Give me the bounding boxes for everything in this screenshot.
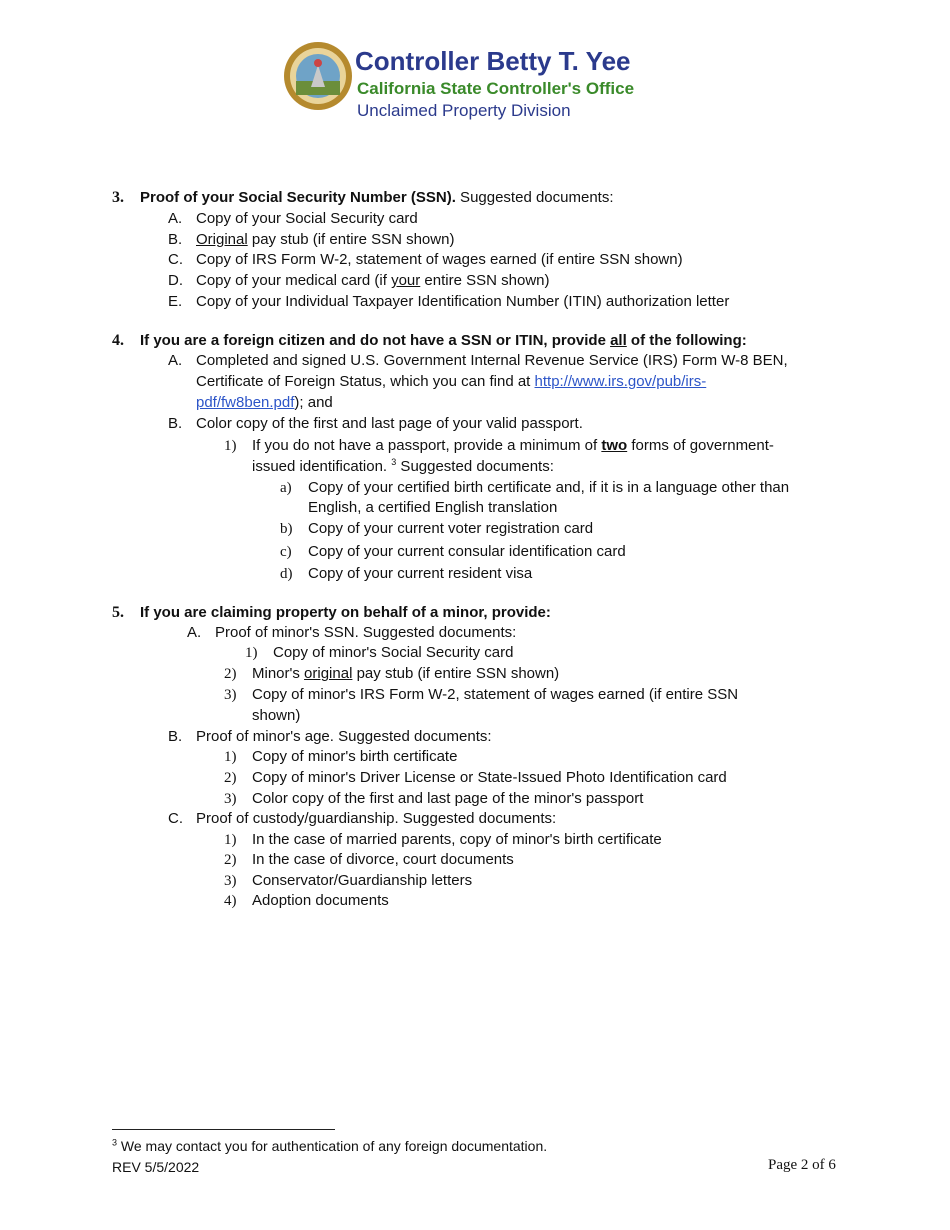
section-5-a-marker-2: 2)	[224, 666, 237, 682]
section-3-item-b: Original pay stub (if entire SSN shown)	[196, 231, 455, 248]
section-3-heading: Proof of your Social Security Number (SSN). Suggested documents:	[140, 189, 614, 206]
sub-item-a-line1: Copy of your certified birth certificate and, if it is in a language other than	[308, 479, 790, 496]
section-3-marker-e: E.	[168, 293, 183, 310]
section-5-b-item-1: Copy of minor's birth certificate	[252, 748, 458, 765]
section-4-heading: If you are a foreign citizen and do not have a SSN or ITIN, provide all of the following:	[140, 332, 747, 349]
sub-marker-d: d)	[280, 566, 293, 582]
section-5-heading: If you are claiming property on behalf of a minor, provide:	[140, 604, 551, 621]
section-5-marker-b: B.	[168, 728, 183, 745]
section-3-number: 3.	[112, 189, 124, 206]
section-5-a-item-3-line1: Copy of minor's IRS Form W-2, statement of wages earned (if entire SSN	[252, 686, 739, 703]
section-4-b-item-1-line1: If you do not have a passport, provide a minimum of two forms of government-	[252, 437, 774, 454]
section-5-a-item-2: Minor's original pay stub (if entire SSN shown)	[252, 665, 560, 682]
section-5-item-c: Proof of custody/guardianship. Suggested documents:	[196, 810, 557, 827]
section-5-c-marker-1: 1)	[224, 832, 237, 848]
section-5-item-a: Proof of minor's SSN. Suggested documents:	[215, 624, 517, 641]
section-5-c-item-2: In the case of divorce, court documents	[252, 851, 514, 868]
header-title: Controller Betty T. Yee	[355, 46, 631, 76]
section-5-c-marker-4: 4)	[224, 893, 237, 909]
section-5-b-marker-2: 2)	[224, 770, 237, 786]
section-3-item-e: Copy of your Individual Taxpayer Identification Number (ITIN) authorization letter	[196, 293, 730, 310]
section-4-item-b: Color copy of the first and last page of your valid passport.	[196, 415, 583, 432]
section-3-item-c: Copy of IRS Form W-2, statement of wages earned (if entire SSN shown)	[196, 251, 683, 268]
section-3-marker-b: B.	[168, 231, 183, 248]
section-3-item-a: Copy of your Social Security card	[196, 210, 418, 227]
section-4-item-a-line1: Completed and signed U.S. Government Internal Revenue Service (IRS) Form W-8 BEN,	[196, 352, 788, 369]
sub-marker-c: c)	[280, 544, 292, 560]
section-5-number: 5.	[112, 604, 124, 621]
section-5-a-item-1: Copy of minor's Social Security card	[273, 644, 514, 661]
section-4-item-a-line3: pdf/fw8ben.pdf); and	[196, 394, 333, 411]
section-5-a-marker-3: 3)	[224, 687, 237, 703]
section-4-number: 4.	[112, 332, 124, 349]
irs-form-link-continued[interactable]: pdf/fw8ben.pdf	[196, 394, 295, 411]
section-5-b-item-3: Color copy of the first and last page of the minor's passport	[252, 790, 644, 807]
header-division: Unclaimed Property Division	[357, 101, 571, 120]
state-seal-icon	[283, 41, 353, 111]
section-4-item-a-line2: Certificate of Foreign Status, which you can find at http://www.irs.gov/pub/irs-	[196, 373, 707, 390]
sub-item-a-line2: English, a certified English translation	[308, 499, 558, 516]
sub-item-d: Copy of your current resident visa	[308, 565, 533, 582]
section-5-b-marker-3: 3)	[224, 791, 237, 807]
section-4-b-item-1-line2: issued identification. $^3$ Suggested documents:	[252, 457, 554, 475]
section-4-b-marker-1: 1)	[224, 438, 237, 454]
footnote: $^3$ We may contact you for authentication of any foreign documentation.	[112, 1137, 548, 1154]
sub-marker-b: b)	[280, 521, 293, 537]
section-5-a-item-3-line2: shown)	[252, 707, 301, 724]
section-4-marker-a: A.	[168, 352, 183, 369]
revision-date: REV 5/5/2022	[112, 1159, 200, 1175]
section-5-c-marker-3: 3)	[224, 873, 237, 889]
section-5-b-item-2: Copy of minor's Driver License or State-Issued Photo Identification card	[252, 769, 727, 786]
section-5-b-marker-1: 1)	[224, 749, 237, 765]
sub-item-c: Copy of your current consular identification card	[308, 543, 626, 560]
letterhead	[283, 38, 683, 128]
section-5-c-marker-2: 2)	[224, 852, 237, 868]
sub-item-b: Copy of your current voter registration card	[308, 520, 594, 537]
section-4-marker-b: B.	[168, 415, 183, 432]
section-5-c-item-4: Adoption documents	[252, 892, 389, 909]
section-3-marker-c: C.	[168, 251, 183, 268]
header-subtitle: California State Controller's Office	[357, 79, 635, 98]
sub-marker-a: a)	[280, 480, 292, 496]
section-5-marker-c: C.	[168, 810, 183, 827]
section-3-marker-d: D.	[168, 272, 183, 289]
section-3-item-d: Copy of your medical card (if your entire SSN shown)	[196, 272, 550, 289]
page-number: Page 2 of 6	[768, 1157, 836, 1173]
section-3-marker-a: A.	[168, 210, 183, 227]
section-5-c-item-3: Conservator/Guardianship letters	[252, 872, 473, 889]
section-5-item-b: Proof of minor's age. Suggested documents:	[196, 728, 492, 745]
section-5-marker-a: A.	[187, 624, 202, 641]
section-5-c-item-1: In the case of married parents, copy of minor's birth certificate	[252, 831, 662, 848]
section-5-a-marker-1: 1)	[245, 645, 258, 661]
footnote-divider	[112, 1129, 335, 1130]
irs-form-link[interactable]: http://www.irs.gov/pub/irs-	[534, 373, 707, 390]
